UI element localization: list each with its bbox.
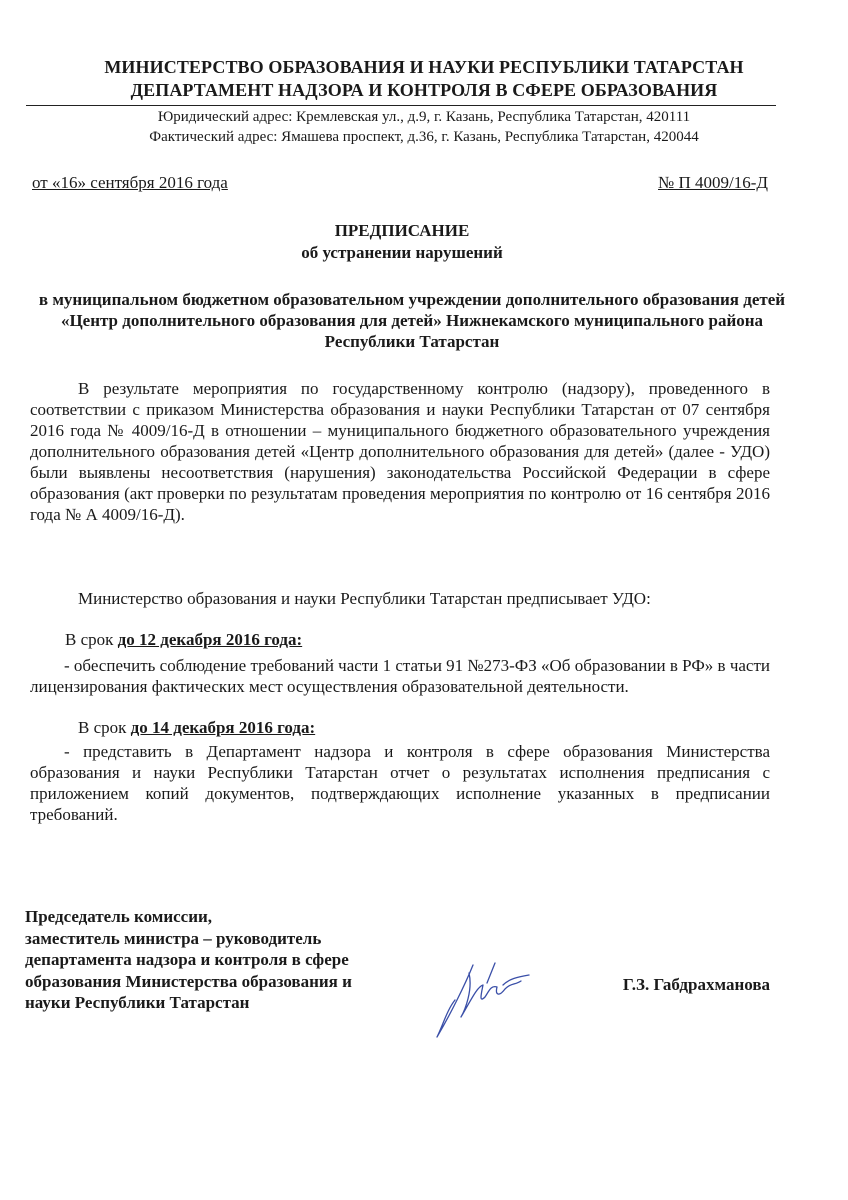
header-rule xyxy=(26,105,776,106)
document-subtitle: об устранении нарушений xyxy=(301,243,503,262)
signatory-line-3: департамента надзора и контроля в сфере xyxy=(25,950,349,969)
handwritten-signature xyxy=(425,955,545,1045)
signatory-line-5: науки Республики Татарстан xyxy=(25,993,250,1012)
deadline-2-prefix: В срок xyxy=(78,718,131,737)
department-title: ДЕПАРТАМЕНТ НАДЗОРА И КОНТРОЛЯ В СФЕРЕ ОБРАЗОВАНИЯ xyxy=(130,80,718,100)
signatory-line-1: Председатель комиссии, xyxy=(25,907,213,926)
deadline-1-prefix: В срок xyxy=(65,630,118,649)
signatory-position xyxy=(25,906,352,1014)
ministry-title: МИНИСТЕРСТВО ОБРАЗОВАНИЯ И НАУКИ РЕСПУБЛИКИ ТАТАРСТАН xyxy=(104,57,744,77)
subject-organization: в муниципальном бюджетном образовательном учреждении дополнительного образования детей «Центр дополнительного образования для детей» Нижнекамского муниципального района Республики Татарстан xyxy=(38,290,786,351)
document-number: № П 4009/16-Д xyxy=(658,173,768,192)
findings-paragraph: В результате мероприятия по государственному контролю (надзору), проведенного в соответствии с приказом Министерства образования и науки Республики Татарстан от 07 сентября 2016 года № 4009/16-Д в отношении – муниципального бюджетного образовательного учреждения дополнительного образования детей «Центр дополнительного образования для детей» (далее - УДО) были выявлены несоответствия (нарушения) законодательства Российской Федерации в сфере образования (акт проверки по результатам проведения мероприятия по контролю от 16 сентября 2016 года № А 4009/16-Д). xyxy=(30,379,770,524)
signatory-name: Г.З. Габдрахманова xyxy=(622,975,770,994)
signatory-line-4: образования Министерства образования и xyxy=(25,971,352,991)
deadline-1 xyxy=(65,630,302,650)
legal-address: Юридический адрес: Кремлевская ул., д.9, г. Казань, Республика Татарстан, 420111 xyxy=(157,109,691,125)
document-date: от «16» сентября 2016 года xyxy=(32,173,228,192)
deadline-1-date: до 12 декабря 2016 года: xyxy=(117,630,303,649)
order-paragraph: Министерство образования и науки Республики Татарстан предписывает УДО: xyxy=(78,589,651,608)
document-title: ПРЕДПИСАНИЕ xyxy=(334,221,470,240)
deadline-2 xyxy=(78,718,315,738)
requirement-1: - обеспечить соблюдение требований части 1 статьи 91 №273-ФЗ «Об образовании в РФ» в части лицензирования фактических мест осуществления образовательной деятельности. xyxy=(30,656,770,696)
actual-address: Фактический адрес: Ямашева проспект, д.36, г. Казань, Республика Татарстан, 420044 xyxy=(149,129,699,145)
signatory-line-2: заместитель министра – руководитель xyxy=(25,928,322,948)
deadline-2-date: до 14 декабря 2016 года: xyxy=(130,718,316,737)
requirement-2: - представить в Департамент надзора и контроля в сфере образования Министерства образования и науки Республики Татарстан отчет о результатах исполнения предписания с приложением копий документов, подтверждающих исполнение указанных в предписании требований. xyxy=(30,742,770,824)
